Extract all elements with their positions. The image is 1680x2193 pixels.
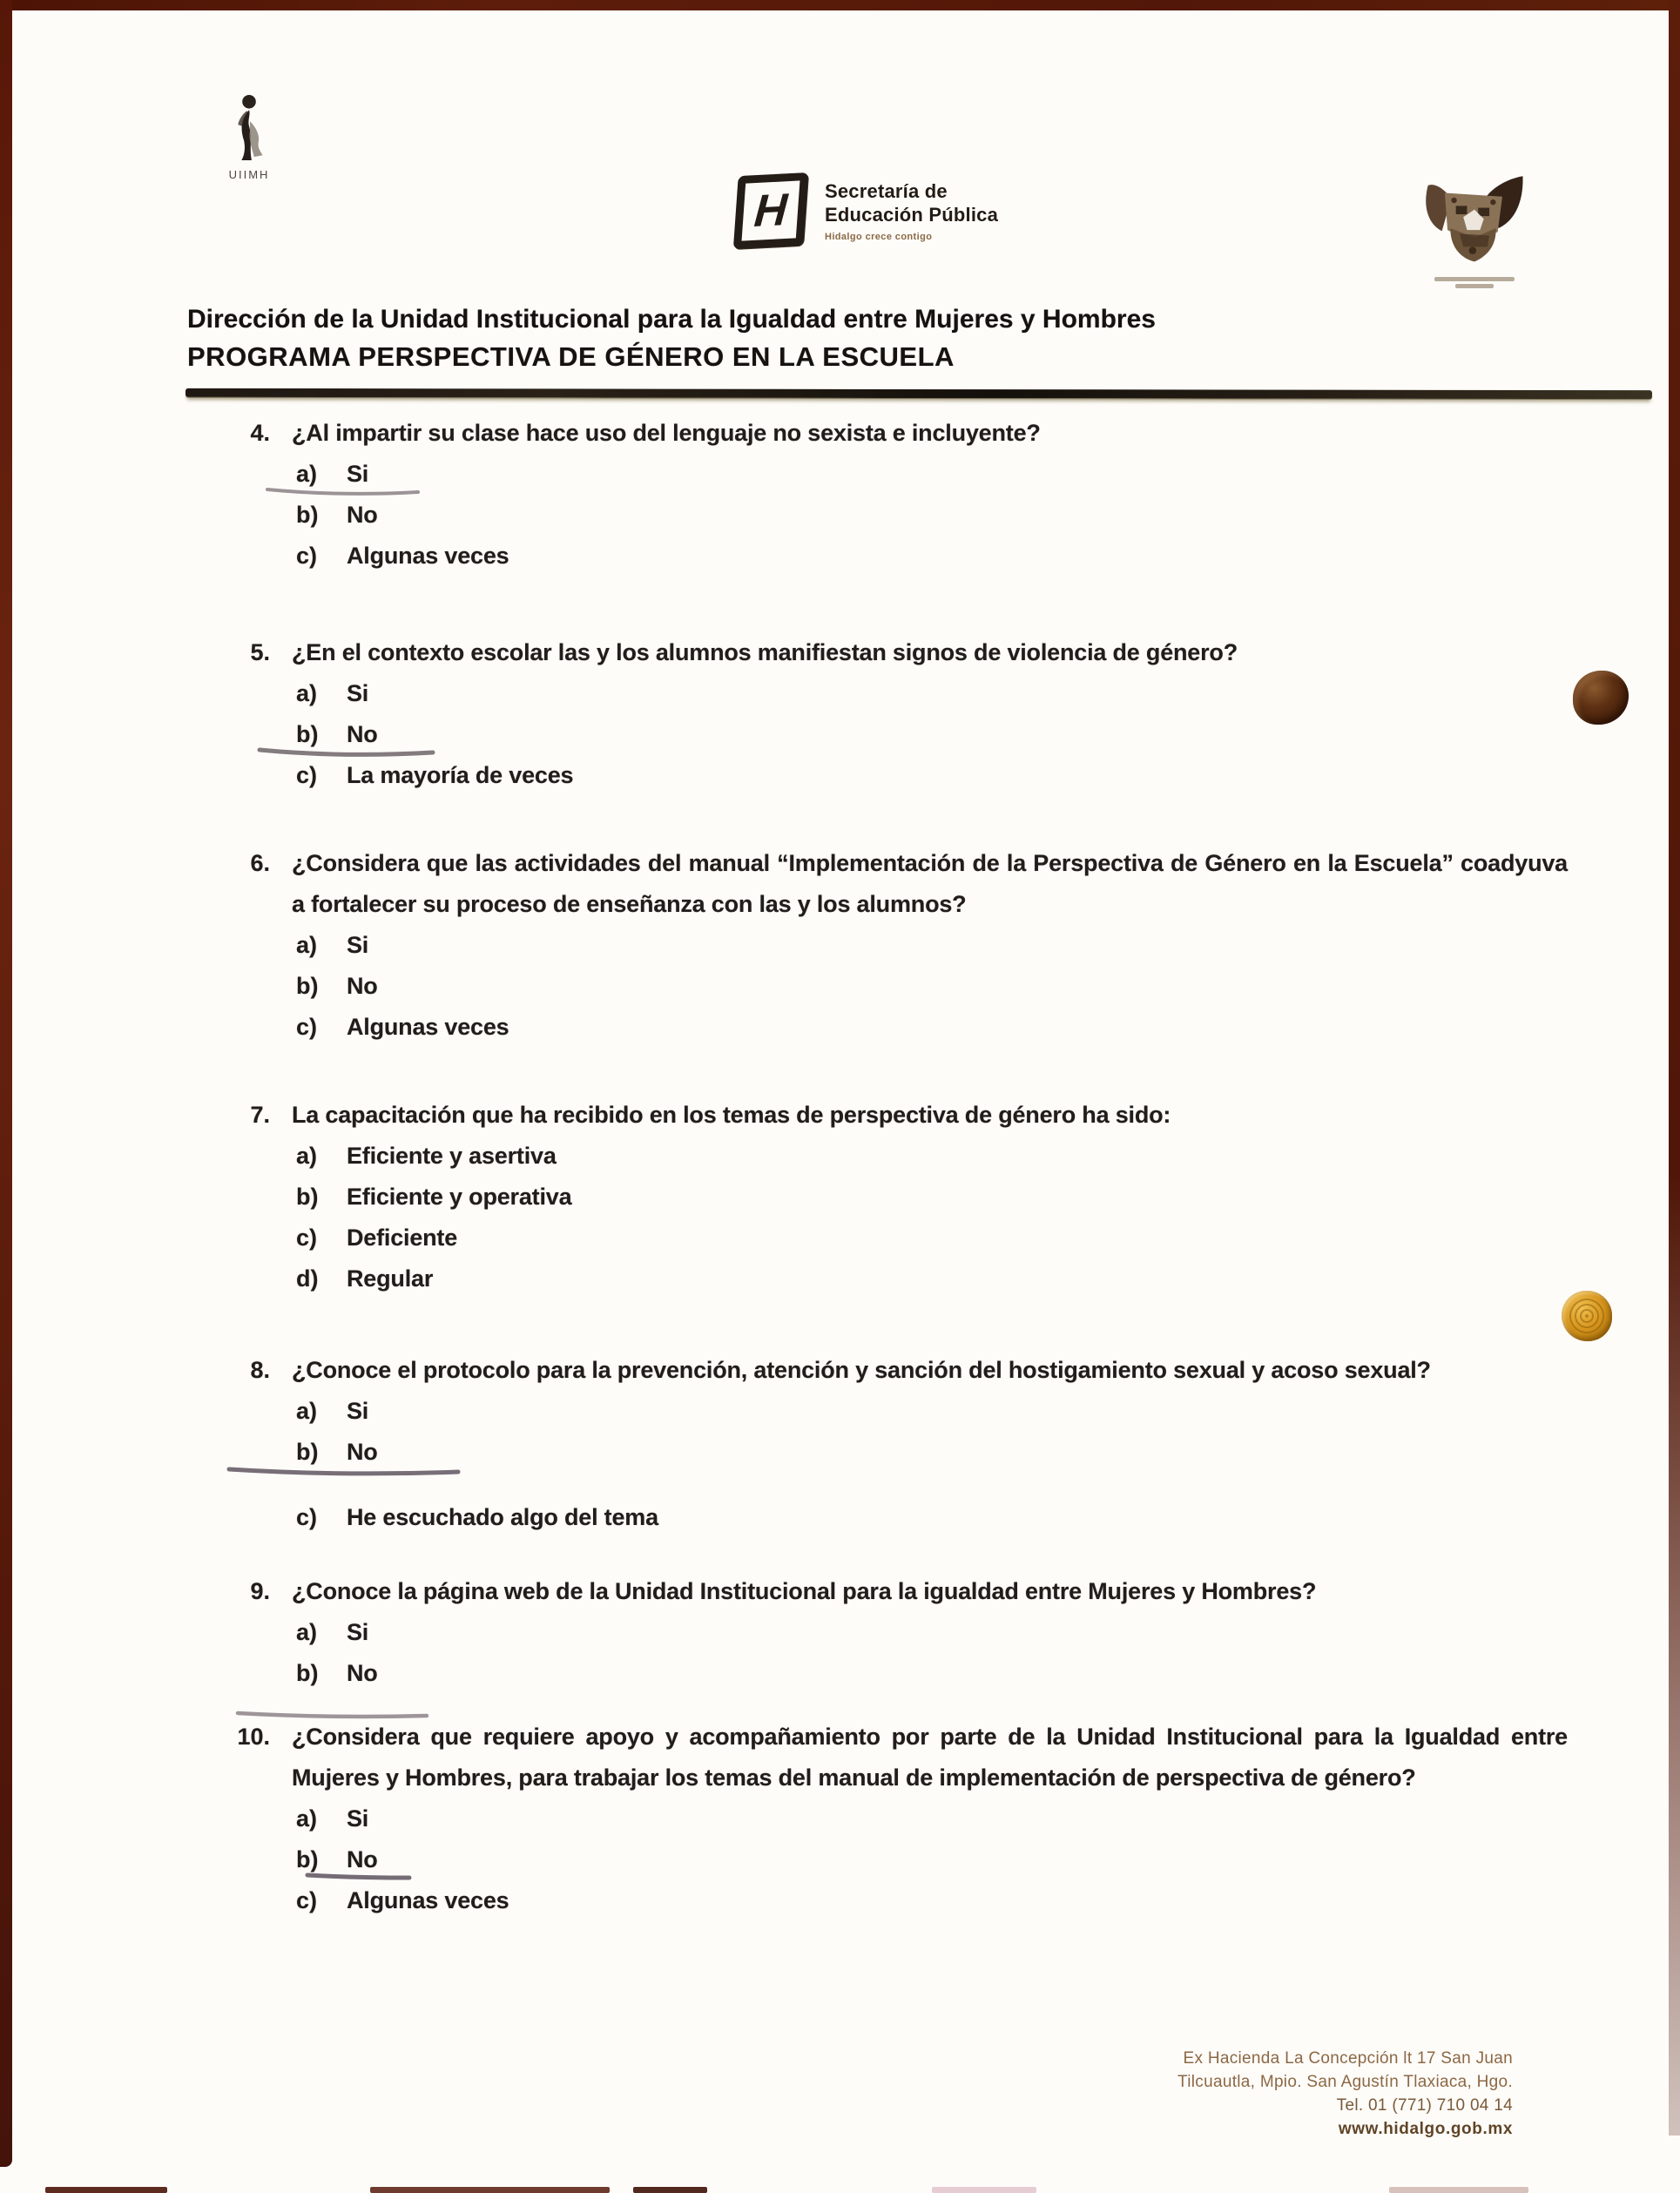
- question-item: [228, 1350, 1568, 1538]
- option-letter: a): [296, 1619, 318, 1645]
- header-divider-rule: [186, 388, 1652, 399]
- option-text: He escuchado algo del tema: [347, 1504, 658, 1530]
- option-letter: b): [296, 721, 319, 747]
- question-item: [228, 1571, 1568, 1694]
- state-crest-logo: [1418, 172, 1531, 288]
- question-item: [228, 632, 1568, 796]
- option-letter: b): [296, 1184, 319, 1210]
- sep-tagline: Hidalgo crece contigo: [825, 232, 933, 242]
- option-row: [296, 454, 1568, 495]
- option-letter: c): [296, 762, 318, 788]
- option-text: Eficiente y asertiva: [347, 1143, 557, 1169]
- option-text: Si: [347, 1805, 369, 1832]
- options-list: [296, 1391, 1568, 1538]
- option-letter: c): [296, 1504, 318, 1530]
- option-text: Eficiente y operativa: [347, 1184, 572, 1210]
- question-item: [228, 1095, 1568, 1299]
- question-item: [228, 413, 1568, 577]
- option-row: [296, 1798, 1568, 1839]
- option-letter: b): [296, 1660, 319, 1686]
- option-text: No: [347, 973, 378, 999]
- program-title: PROGRAMA PERSPECTIVA DE GÉNERO EN LA ESCUELA: [187, 341, 955, 372]
- option-letter: d): [296, 1265, 319, 1292]
- option-row: [296, 1880, 1568, 1921]
- option-letter: c): [296, 1887, 318, 1913]
- question-number: 8.: [250, 1357, 270, 1383]
- options-list: [296, 1798, 1568, 1921]
- scan-edge-right: [1669, 0, 1680, 2136]
- option-letter: b): [296, 502, 319, 528]
- question-number: 7.: [250, 1102, 270, 1128]
- option-text: Algunas veces: [347, 1014, 509, 1040]
- option-row: [296, 495, 1568, 536]
- document-title-block: [187, 301, 1659, 376]
- sep-h-icon: H: [733, 172, 808, 249]
- question-text: ¿Considera que las actividades del manual “Implementación de la Perspectiva de Género en la Escuela” coadyuva a fortalecer su proceso de enseñanza con las y los alumnos?: [292, 850, 1568, 917]
- sep-logo-text: [825, 174, 998, 242]
- option-row: [296, 1258, 1568, 1299]
- crest-caption-smudge: [1455, 284, 1494, 288]
- option-text: No: [347, 502, 378, 528]
- option-row: [296, 1218, 1568, 1258]
- option-row: [296, 1612, 1568, 1653]
- option-row: [296, 1007, 1568, 1048]
- option-row: [296, 1432, 1568, 1473]
- option-text: Si: [347, 1619, 369, 1645]
- uiimh-logo: [214, 94, 284, 181]
- option-row: [296, 1391, 1568, 1432]
- option-text: No: [347, 721, 378, 747]
- question-text: ¿Conoce la página web de la Unidad Institucional para la igualdad entre Mujeres y Hombres?: [292, 1578, 1317, 1604]
- options-list: [296, 454, 1568, 577]
- question-text: ¿Al impartir su clase hace uso del lenguaje no sexista e incluyente?: [292, 420, 1041, 446]
- option-row: [296, 714, 1568, 755]
- options-list: [296, 1612, 1568, 1694]
- option-row: [296, 673, 1568, 714]
- options-list: [296, 1136, 1568, 1299]
- question-number: 6.: [250, 850, 270, 876]
- question-row: [228, 1571, 1568, 1612]
- sep-line2: Educación Pública: [825, 204, 999, 226]
- scan-edge-bottom-segment: [1389, 2187, 1528, 2193]
- option-letter: b): [296, 1439, 319, 1465]
- option-letter: a): [296, 461, 318, 487]
- question-row: [228, 1717, 1568, 1798]
- options-list: [296, 673, 1568, 796]
- sep-line1: Secretaría de: [825, 180, 948, 202]
- option-text: Si: [347, 932, 369, 958]
- option-row: [296, 1653, 1568, 1694]
- option-text: No: [347, 1439, 378, 1465]
- scan-edge-top: [0, 0, 1680, 10]
- option-text: No: [347, 1660, 378, 1686]
- option-text: Si: [347, 680, 369, 706]
- question-text: ¿En el contexto escolar las y los alumnos manifiestan signos de violencia de género?: [292, 639, 1238, 665]
- scan-edge-left: [0, 0, 12, 2167]
- option-letter: a): [296, 1143, 318, 1169]
- question-item: [228, 1717, 1568, 1921]
- option-letter: b): [296, 1846, 319, 1872]
- org-title: Dirección de la Unidad Institucional para la Igualdad entre Mujeres y Hombres: [187, 305, 1156, 334]
- question-text: La capacitación que ha recibido en los temas de perspectiva de género ha sido:: [292, 1102, 1171, 1128]
- footer-line: Tilcuautla, Mpio. San Agustín Tlaxiaca, Hgo.: [1177, 2073, 1513, 2091]
- option-letter: c): [296, 1014, 318, 1040]
- footer-website: www.hidalgo.gob.mx: [1338, 2120, 1513, 2138]
- option-letter: c): [296, 543, 318, 569]
- option-letter: a): [296, 932, 318, 958]
- scan-edge-bottom-segment: [370, 2187, 610, 2193]
- question-row: [228, 843, 1568, 925]
- scan-edge-bottom-segment: [633, 2187, 707, 2193]
- scan-edge-bottom-segment: [45, 2187, 167, 2193]
- option-text: La mayoría de veces: [347, 762, 574, 788]
- option-text: Si: [347, 461, 369, 487]
- question-row: [228, 632, 1568, 673]
- option-row: [296, 1136, 1568, 1177]
- question-number: 4.: [250, 420, 270, 446]
- uiimh-figure-icon: [223, 94, 275, 162]
- option-row: [296, 1497, 1568, 1538]
- option-row: [296, 755, 1568, 796]
- question-text: ¿Conoce el protocolo para la prevención, atención y sanción del hostigamiento sexual y acoso sexual?: [292, 1357, 1431, 1383]
- option-letter: a): [296, 1805, 318, 1832]
- option-letter: a): [296, 1398, 318, 1424]
- option-text: Algunas veces: [347, 543, 509, 569]
- question-text: ¿Considera que requiere apoyo y acompañamiento por parte de la Unidad Institucional para la Igualdad entre Mujeres y Hombres, para trabajar los temas del manual de implementación de perspectiva de género?: [292, 1724, 1568, 1791]
- footer-phone: Tel. 01 (771) 710 04 14: [1336, 2096, 1513, 2115]
- question-number: 5.: [250, 639, 270, 665]
- brown-dot-mark: [1573, 671, 1629, 725]
- option-row: [296, 925, 1568, 966]
- question-number: 10.: [237, 1724, 270, 1750]
- scan-edge-bottom-segment: [932, 2187, 1036, 2193]
- question-number: 9.: [250, 1578, 270, 1604]
- footer-line: Ex Hacienda La Concepción lt 17 San Juan: [1183, 2049, 1513, 2068]
- sep-logo: [736, 174, 998, 247]
- uiimh-caption: UIIMH: [228, 168, 270, 181]
- question-row: [228, 1350, 1568, 1391]
- option-row: [296, 1177, 1568, 1218]
- option-letter: b): [296, 973, 319, 999]
- option-text: Regular: [347, 1265, 434, 1292]
- crest-caption-smudge: [1434, 277, 1515, 281]
- option-letter: a): [296, 680, 318, 706]
- option-row: [296, 1839, 1568, 1880]
- footer-address: [955, 2047, 1513, 2141]
- option-text: Deficiente: [347, 1225, 458, 1251]
- question-item: [228, 843, 1568, 1048]
- option-letter: c): [296, 1225, 318, 1251]
- option-text: No: [347, 1846, 378, 1872]
- questions-list: [228, 413, 1568, 1921]
- option-text: Algunas veces: [347, 1887, 509, 1913]
- coat-of-arms-icon: [1419, 172, 1530, 270]
- question-row: [228, 413, 1568, 454]
- gold-dot-mark: [1562, 1291, 1612, 1341]
- option-text: Si: [347, 1398, 369, 1424]
- options-list: [296, 925, 1568, 1048]
- question-row: [228, 1095, 1568, 1136]
- option-row: [296, 966, 1568, 1007]
- option-row: [296, 536, 1568, 577]
